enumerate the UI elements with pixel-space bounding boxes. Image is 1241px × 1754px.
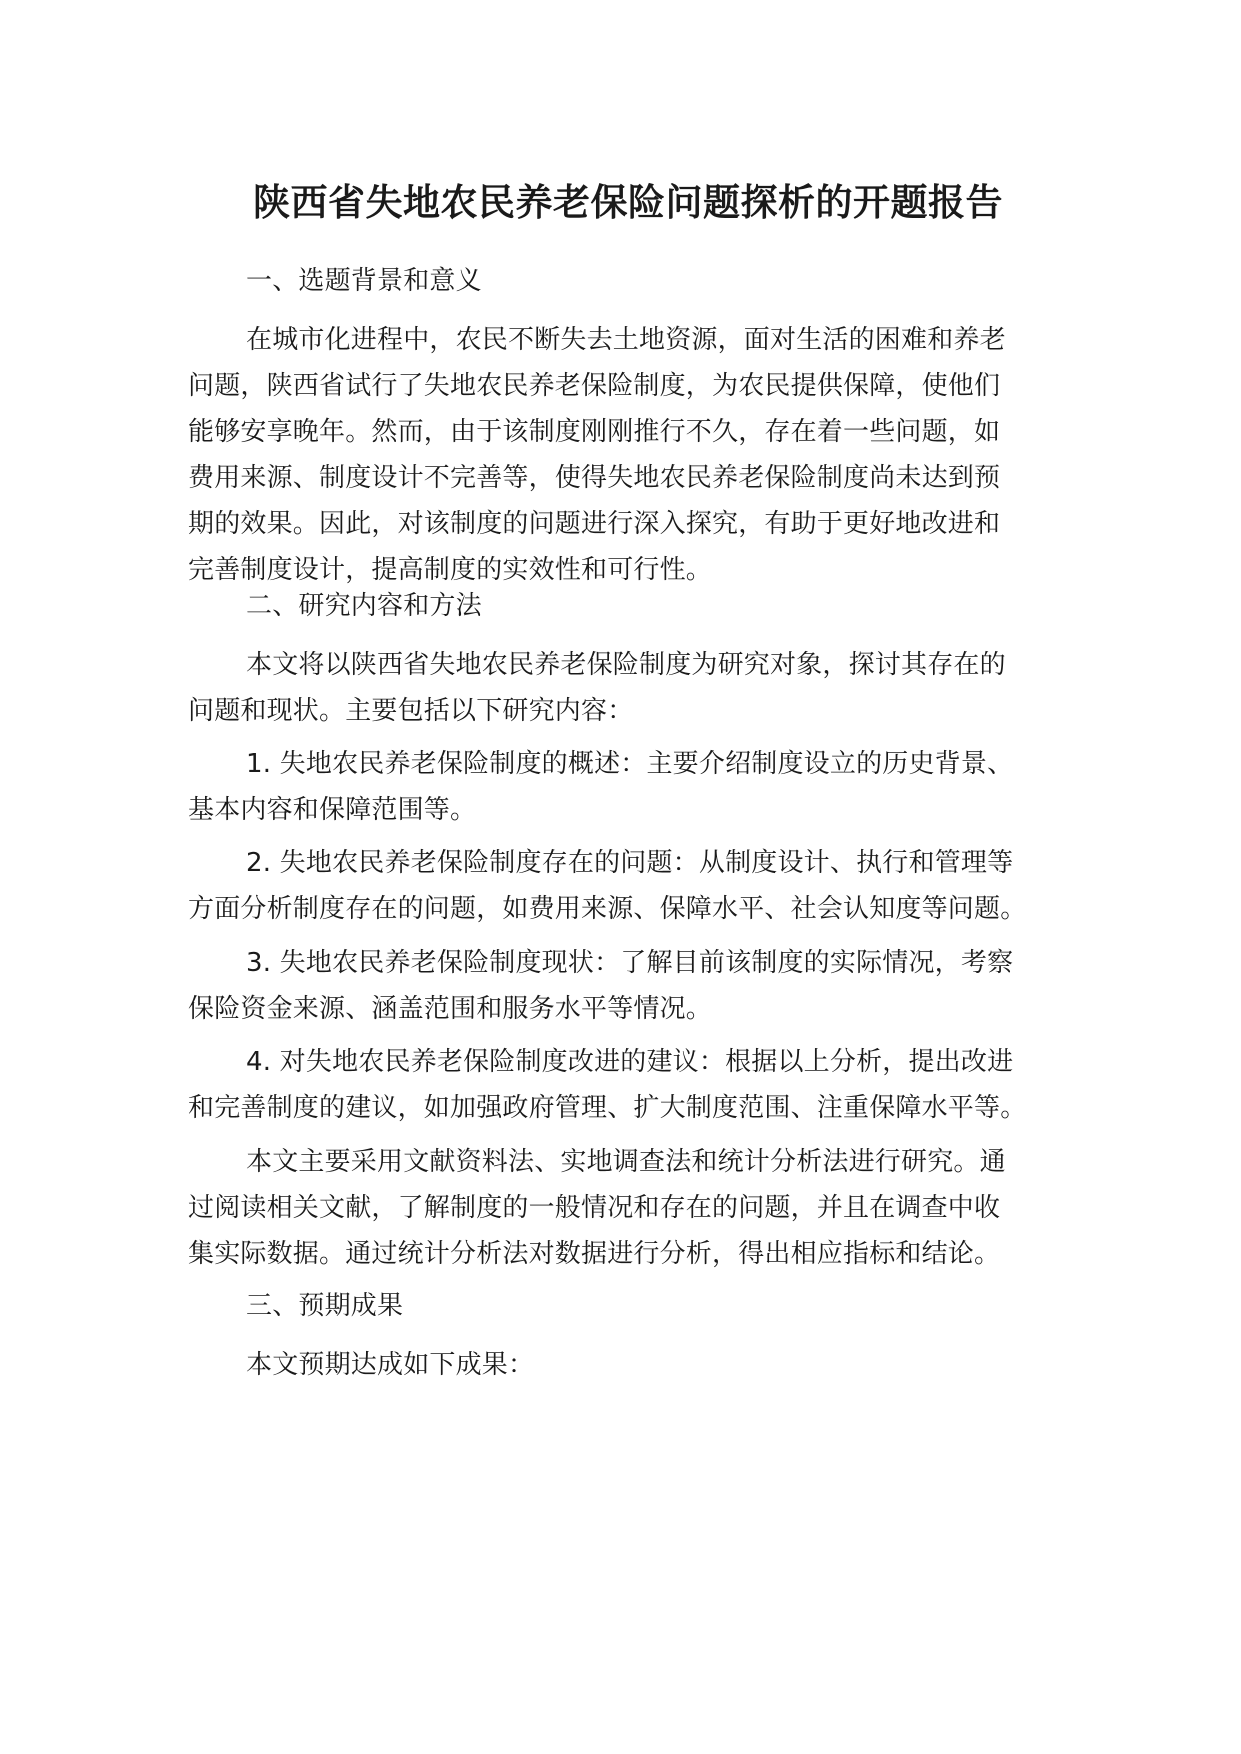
paragraph-line: 完善制度设计，提高制度的实效性和可行性。 xyxy=(188,555,713,585)
list-item-line: 3. 失地农民养老保险制度现状：了解目前该制度的实际情况，考察 xyxy=(246,948,1014,978)
list-item-line: 方面分析制度存在的问题，如费用来源、保障水平、社会认知度等问题。 xyxy=(188,894,1027,924)
list-item-line: 保险资金来源、涵盖范围和服务水平等情况。 xyxy=(188,994,713,1024)
paragraph-line: 能够安享晚年。然而，由于该制度刚刚推行不久，存在着一些问题，如 xyxy=(188,417,1001,447)
paragraph-methods xyxy=(188,1139,1068,1277)
paragraph-line: 集实际数据。通过统计分析法对数据进行分析，得出相应指标和结论。 xyxy=(188,1239,1001,1269)
paragraph-line: 问题和现状。主要包括以下研究内容： xyxy=(188,696,634,726)
list-item-line: 1. 失地农民养老保险制度的概述：主要介绍制度设立的历史背景、 xyxy=(246,749,1014,779)
paragraph-line: 本文预期达成如下成果： xyxy=(246,1350,535,1380)
section-heading-text: 三、预期成果 xyxy=(246,1291,404,1321)
paragraph-line: 过阅读相关文献，了解制度的一般情况和存在的问题，并且在调查中收 xyxy=(188,1193,1001,1223)
list-item-problems xyxy=(188,840,1068,932)
paragraph-outcomes xyxy=(188,1342,1068,1388)
list-item-line: 和完善制度的建议，如加强政府管理、扩大制度范围、注重保障水平等。 xyxy=(188,1093,1027,1123)
list-item-line: 基本内容和保障范围等。 xyxy=(188,795,477,825)
paragraph-line: 在城市化进程中，农民不断失去土地资源，面对生活的困难和养老 xyxy=(246,325,1006,355)
section-heading-text: 一、选题背景和意义 xyxy=(246,266,482,296)
document-title: 陕西省失地农民养老保险问题探析的开题报告 xyxy=(253,181,1003,224)
list-item-line: 2. 失地农民养老保险制度存在的问题：从制度设计、执行和管理等 xyxy=(246,848,1014,878)
list-item-overview xyxy=(188,741,1068,833)
list-item-status xyxy=(188,940,1068,1032)
section-heading-methods xyxy=(188,583,1068,629)
section-heading-outcomes xyxy=(188,1283,1068,1329)
paragraph-research-object xyxy=(188,642,1068,734)
section-heading-text: 二、研究内容和方法 xyxy=(246,591,482,621)
paragraph-line: 问题，陕西省试行了失地农民养老保险制度，为农民提供保障，使他们 xyxy=(188,371,1001,401)
paragraph-line: 费用来源、制度设计不完善等，使得失地农民养老保险制度尚未达到预 xyxy=(188,463,1001,493)
paragraph-background xyxy=(188,317,1068,593)
paragraph-line: 期的效果。因此，对该制度的问题进行深入探究，有助于更好地改进和 xyxy=(188,509,1001,539)
paragraph-line: 本文主要采用文献资料法、实地调查法和统计分析法进行研究。通 xyxy=(246,1147,1006,1177)
section-heading-background xyxy=(188,258,1068,304)
list-item-line: 4. 对失地农民养老保险制度改进的建议：根据以上分析，提出改进 xyxy=(246,1047,1014,1077)
paragraph-line: 本文将以陕西省失地农民养老保险制度为研究对象，探讨其存在的 xyxy=(246,650,1006,680)
list-item-suggestions xyxy=(188,1039,1068,1131)
